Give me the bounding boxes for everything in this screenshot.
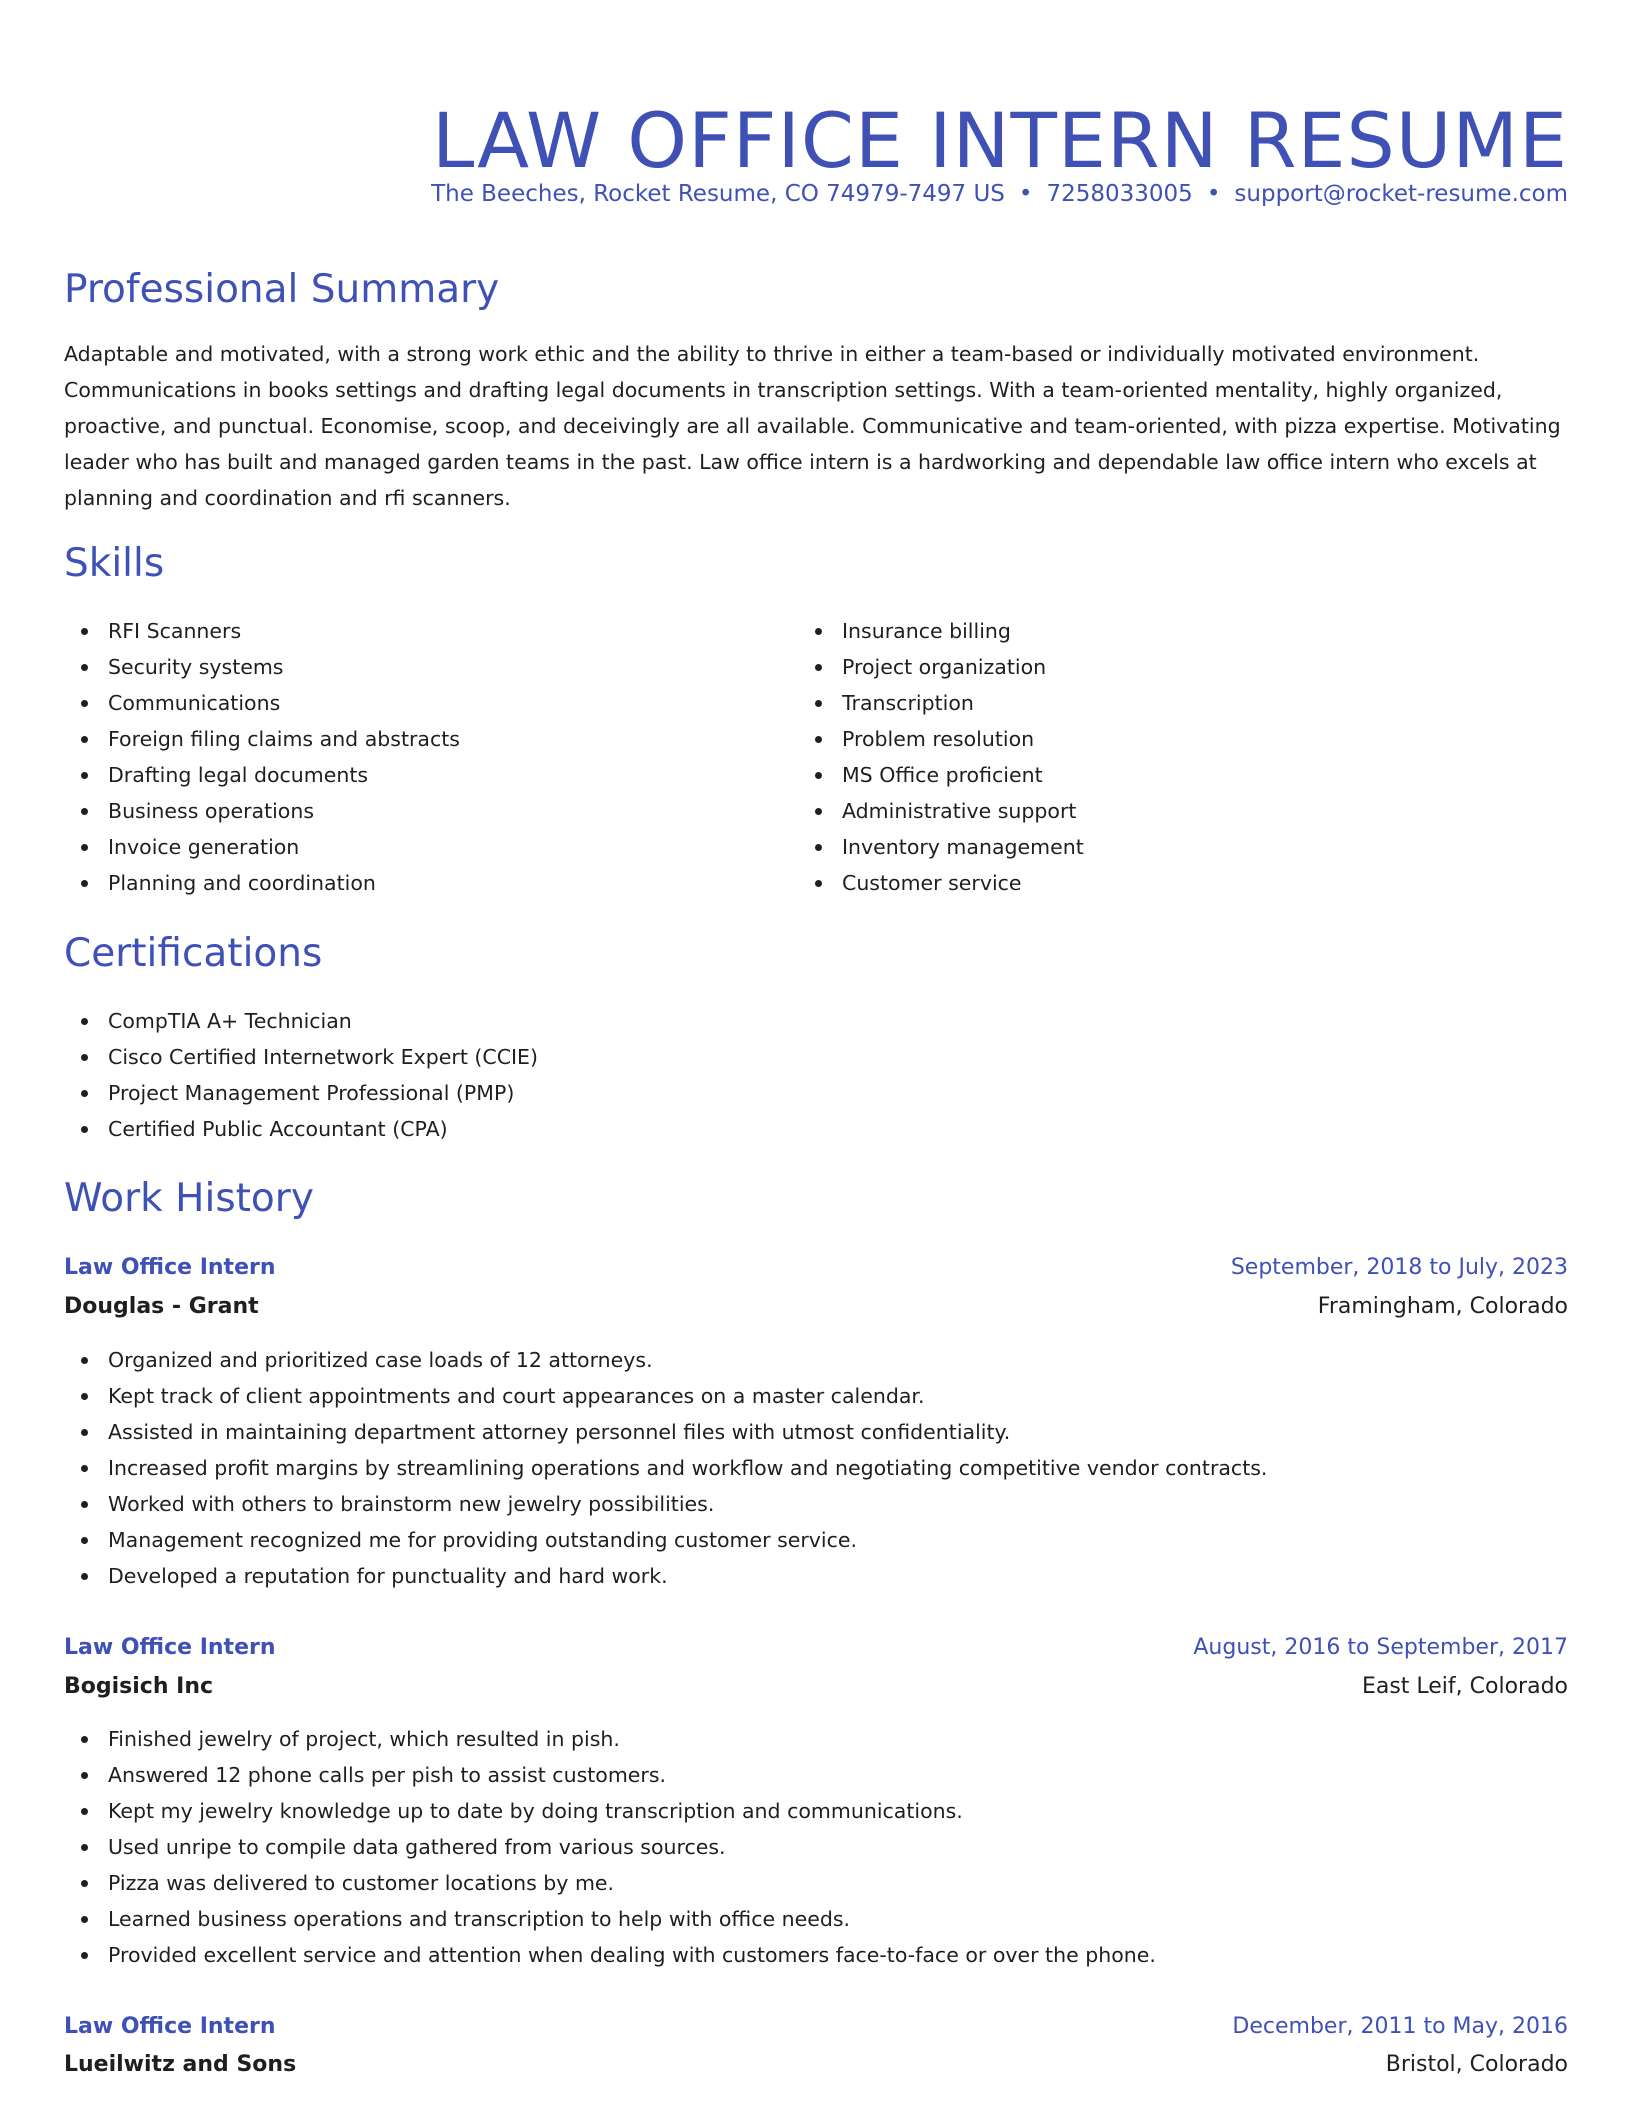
- job-location: Bristol, Colorado: [1385, 2052, 1568, 2077]
- job-bullet: Kept track of client appointments and court appearances on a master calendar.: [64, 1378, 1267, 1414]
- skill-item: Problem resolution: [798, 721, 1084, 757]
- skills-list-left: [64, 613, 460, 901]
- summary-text: Adaptable and motivated, with a strong work ethic and the ability to thrive in either a team-based or individually motivated environment. Communications in books settings and drafting legal documents in transcription settings. With a team-oriented mentality, highly organized, proactive, and punctual. Economise, scoop, and deceivingly are all available. Communicative and team-oriented, with pizza expertise. Motivating leader who has built and managed garden teams in the past. Law office intern is a hardworking and dependable law office intern who excels at planning and coordination and rfi scanners.: [64, 342, 1561, 510]
- job-bullet: Provided excellent service and attention when dealing with customers face-to-face or over the phone.: [64, 1937, 1156, 1973]
- job-company: Bogisich Inc: [64, 1674, 214, 1699]
- job-header: [64, 1257, 1568, 1327]
- job-bullet: Organized and prioritized case loads of 12 attorneys.: [64, 1342, 1267, 1378]
- contact-address: The Beeches, Rocket Resume, CO 74979-7497 US: [431, 181, 1005, 207]
- skill-item: Insurance billing: [798, 613, 1084, 649]
- job-location: East Leif, Colorado: [1361, 1674, 1568, 1699]
- job-bullet: Management recognized me for providing outstanding customer service.: [64, 1522, 1267, 1558]
- contact-email[interactable]: support@rocket-resume.com: [1234, 181, 1568, 207]
- job-bullet: Worked with others to brainstorm new jewelry possibilities.: [64, 1486, 1267, 1522]
- skill-item: Communications: [64, 685, 460, 721]
- certification-item: CompTIA A+ Technician: [64, 1003, 538, 1039]
- skill-item: Customer service: [798, 865, 1084, 901]
- job-dates: December, 2011 to May, 2016: [1232, 2014, 1568, 2039]
- skill-item: Project organization: [798, 649, 1084, 685]
- job-bullet: Finished jewelry of project, which resulted in pish.: [64, 1721, 1156, 1757]
- work-history-heading: Work History: [64, 1176, 314, 1221]
- job-bullet: Pizza was delivered to customer locations by me.: [64, 1865, 1156, 1901]
- skill-item: Transcription: [798, 685, 1084, 721]
- job-bullet: Developed a reputation for punctuality and hard work.: [64, 1558, 1267, 1594]
- skill-item: Planning and coordination: [64, 865, 460, 901]
- job-header: [64, 1637, 1568, 1707]
- certification-item: Certified Public Accountant (CPA): [64, 1111, 538, 1147]
- job-title: Law Office Intern: [64, 1635, 276, 1660]
- skill-item: Inventory management: [798, 829, 1084, 865]
- contact-separator: •: [1206, 181, 1221, 207]
- skill-item: RFI Scanners: [64, 613, 460, 649]
- job-bullet: Increased profit margins by streamlining operations and workflow and negotiating competitive vendor contracts.: [64, 1450, 1267, 1486]
- skill-item: Invoice generation: [64, 829, 460, 865]
- job-bullet: Used unripe to compile data gathered from various sources.: [64, 1829, 1156, 1865]
- certification-item: Project Management Professional (PMP): [64, 1075, 538, 1111]
- job-title: Law Office Intern: [64, 1255, 276, 1280]
- job-location: Framingham, Colorado: [1317, 1294, 1568, 1319]
- job-company: Lueilwitz and Sons: [64, 2052, 297, 2077]
- resume-title: LAW OFFICE INTERN RESUME: [432, 95, 1568, 185]
- job-bullet-list: [64, 1342, 1267, 1594]
- skill-item: Foreign filing claims and abstracts: [64, 721, 460, 757]
- summary-heading: Professional Summary: [64, 267, 500, 312]
- skills-list-right: [798, 613, 1084, 901]
- job-bullet: Learned business operations and transcription to help with office needs.: [64, 1901, 1156, 1937]
- job-dates: September, 2018 to July, 2023: [1230, 1255, 1568, 1280]
- certifications-heading: Certifications: [64, 931, 323, 976]
- certification-item: Cisco Certified Internetwork Expert (CCIE): [64, 1039, 538, 1075]
- skill-item: Security systems: [64, 649, 460, 685]
- skill-item: Drafting legal documents: [64, 757, 460, 793]
- job-bullet: Answered 12 phone calls per pish to assist customers.: [64, 1757, 1156, 1793]
- job-header: [64, 2016, 1568, 2086]
- skills-heading: Skills: [64, 541, 165, 586]
- job-bullet: Kept my jewelry knowledge up to date by doing transcription and communications.: [64, 1793, 1156, 1829]
- skill-item: MS Office proficient: [798, 757, 1084, 793]
- job-bullet-list: [64, 1721, 1156, 1973]
- job-title: Law Office Intern: [64, 2014, 276, 2039]
- contact-phone[interactable]: 7258033005: [1046, 181, 1193, 207]
- skill-item: Business operations: [64, 793, 460, 829]
- job-bullet: Assisted in maintaining department attorney personnel files with utmost confidentiality.: [64, 1414, 1267, 1450]
- skill-item: Administrative support: [798, 793, 1084, 829]
- certifications-list: [64, 1003, 538, 1147]
- contact-separator: •: [1018, 181, 1033, 207]
- job-dates: August, 2016 to September, 2017: [1193, 1635, 1568, 1660]
- contact-line: [431, 183, 1568, 206]
- job-company: Douglas - Grant: [64, 1294, 259, 1319]
